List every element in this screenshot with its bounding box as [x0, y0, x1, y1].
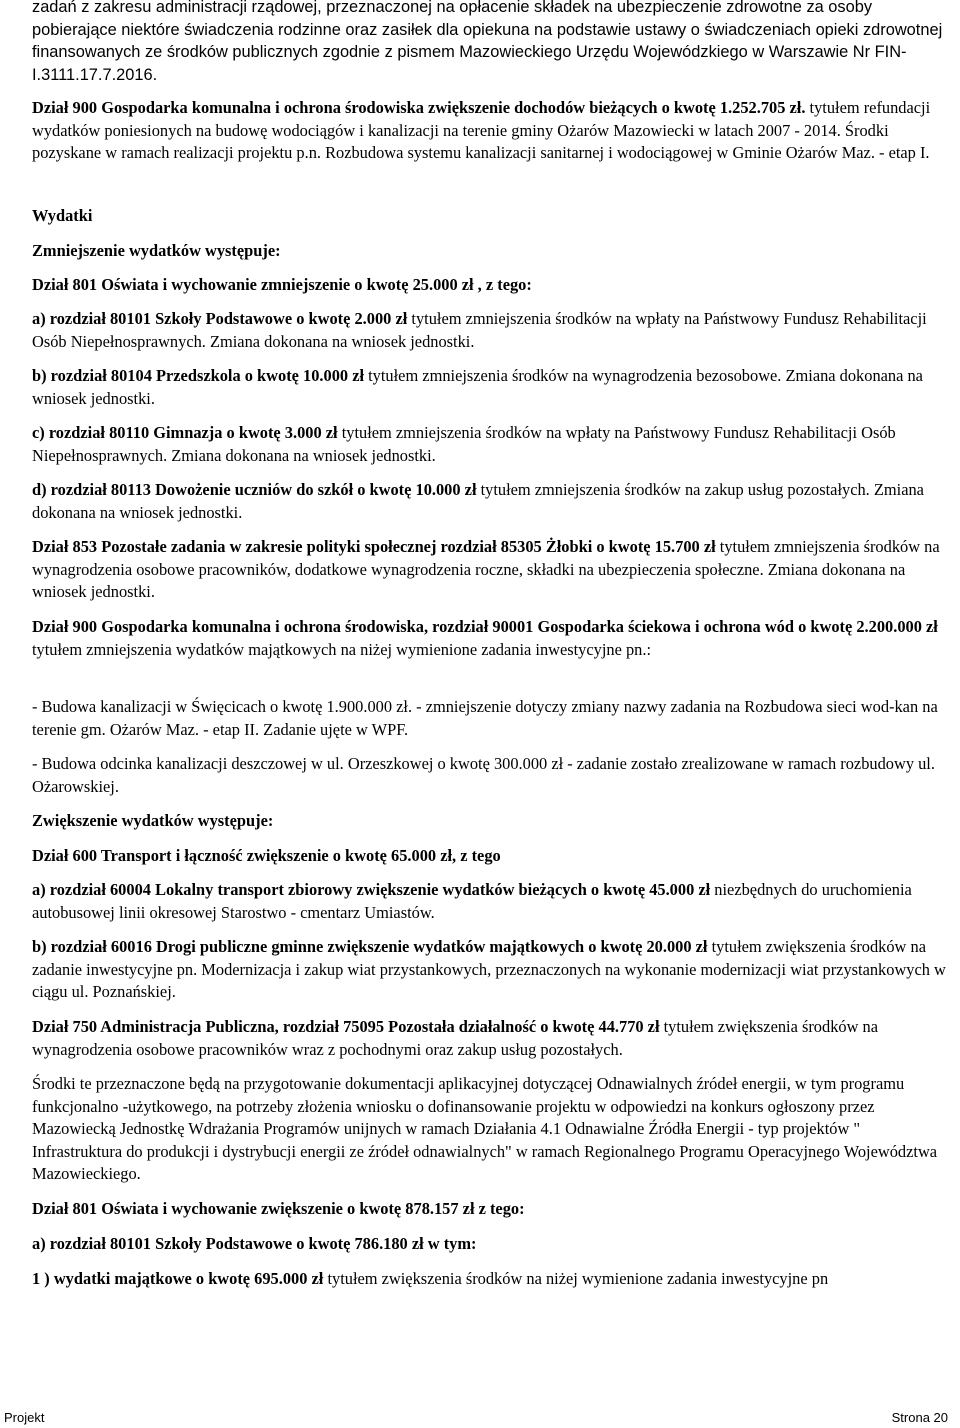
income-900-paragraph	[32, 97, 954, 165]
item-swiecice: - Budowa kanalizacji w Święcicach o kwotę 1.900.000 zł. - zmniejszenie dotyczy zmiany nazwy zadania na Rozbudowa sieci wod-kan na terenie gm. Ożarów Maz. - etap II. Zadanie ujęte w WPF.	[32, 697, 938, 739]
page-footer	[0, 1409, 960, 1427]
income-900-heading: Dział 900 Gospodarka komunalna i ochrona środowiska zwiększenie dochodów bieżących o kwotę 1.252.705 zł.	[32, 98, 806, 117]
chapter-80110-paragraph	[32, 422, 954, 467]
section-750-paragraph	[32, 1016, 954, 1061]
chapter-60016-heading: b) rozdział 60016 Drogi publiczne gminne zwiększenie wydatków majątkowych o kwotę 20.000 zł	[32, 937, 708, 956]
chapter-80110-text: tytułem zmniejszenia środków na wpłaty na Państwowy Fundusz Rehabilitacji Osób Niepełnosprawnych. Zmiana dokonana na wniosek jednostki.	[32, 423, 896, 465]
decrease-heading: Zmniejszenie wydatków występuje:	[32, 241, 281, 260]
section-750-text: tytułem zwiększenia środków na wynagrodzenia osobowe pracowników wraz z pochodnymi oraz zakup usług pozostałych.	[32, 1017, 878, 1059]
income-900-text: tytułem refundacji wydatków poniesionych na budowę wodociągów i kanalizacji na terenie gminy Ożarów Mazowiecki w latach 2007 - 2014. Środki pozyskane w ramach realizacji projektu p.n. Rozbudowa systemu kanalizacji sanitarnej i wodociągowej w Gminie Ożarów Maz. - etap I.	[32, 98, 931, 162]
section-900-expense-paragraph	[32, 616, 954, 661]
chapter-80101-text: tytułem zmniejszenia środków na wpłaty na Państwowy Fundusz Rehabilitacji Osób Niepełnosprawnych. Zmiana dokonana na wniosek jednostki.	[32, 309, 927, 351]
section-900-expense-heading: Dział 900 Gospodarka komunalna i ochrona środowiska, rozdział 90001 Gospodarka ściekowa i ochrona wód o kwotę 2.200.000 zł	[32, 617, 938, 636]
chapter-80113-heading: d) rozdział 80113 Dowożenie uczniów do szkół o kwotę 10.000 zł	[32, 480, 477, 499]
section-801-decrease: Dział 801 Oświata i wychowanie zmniejszenie o kwotę 25.000 zł , z tego:	[32, 275, 532, 294]
increase-heading: Zwiększenie wydatków występuje:	[32, 811, 274, 830]
section-853-paragraph	[32, 536, 954, 604]
chapter-80101-heading: a) rozdział 80101 Szkoły Podstawowe o kwotę 2.000 zł	[32, 309, 408, 328]
chapter-80104-paragraph	[32, 365, 954, 410]
srodki-paragraph: Środki te przeznaczone będą na przygotowanie dokumentacji aplikacyjnej dotyczącej Odnawialnych źródeł energii, w tym programu funkcjonalno -użytkowego, na potrzeby złożenia wniosku o dofinansowanie projektu w odpowiedzi na konkurs ogłoszony przez Mazowiecką Jednostkę Wdrażania Programów unijnych w ramach Działania 4.1 Odnawialne Źródła Energii - typ projektów " Infrastruktura do produkcji i dystrybucji energii ze źródeł odnawialnych" w ramach Regionalnego Programu Operacyjnego Województwa Mazowieckiego.	[32, 1074, 938, 1183]
chapter-60004-paragraph	[32, 879, 954, 924]
capital-expenditure-paragraph	[32, 1268, 954, 1291]
capital-expenditure-heading: 1 ) wydatki majątkowe o kwotę 695.000 zł	[32, 1269, 324, 1288]
chapter-60004-text: niezbędnych do uruchomienia autobusowej linii okresowej Starostwo - cmentarz Umiastów.	[32, 880, 912, 922]
capital-expenditure-text: tytułem zwiększenia środków na niżej wymienione zadania inwestycyjne pn	[323, 1269, 829, 1288]
section-600-heading: Dział 600 Transport i łączność zwiększenie o kwotę 65.000 zł, z tego	[32, 846, 501, 865]
footer-project-label: Projekt	[4, 1410, 45, 1425]
section-853-heading: Dział 853 Pozostałe zadania w zakresie polityki społecznej rozdział 85305 Żłobki o kwotę 15.700 zł	[32, 537, 716, 556]
chapter-80113-paragraph	[32, 479, 954, 524]
chapter-80113-text: tytułem zmniejszenia środków na zakup usług pozostałych. Zmiana dokonana na wniosek jednostki.	[32, 480, 924, 522]
chapter-80101-paragraph	[32, 308, 954, 353]
chapter-60004-heading: a) rozdział 60004 Lokalny transport zbiorowy zwiększenie wydatków bieżących o kwotę 45.000 zł	[32, 880, 711, 899]
footer-page-number: Strona 20	[891, 1410, 948, 1425]
chapter-60016-paragraph	[32, 936, 954, 1004]
wydatki-heading: Wydatki	[32, 206, 93, 225]
chapter-80104-heading: b) rozdział 80104 Przedszkola o kwotę 10.000 zł	[32, 366, 365, 385]
item-orzeszkowej: - Budowa odcinka kanalizacji deszczowej w ul. Orzeszkowej o kwotę 300.000 zł - zadanie zostało zrealizowane w ramach rozbudowy ul. Ożarowskiej.	[32, 754, 935, 796]
chapter-80104-text: tytułem zmniejszenia środków na wynagrodzenia bezosobowe. Zmiana dokonana na wniosek jednostki.	[32, 366, 923, 408]
intro-paragraph: zadań z zakresu administracji rządowej, przeznaczonej na opłacenie składek na ubezpieczenie zdrowotne za osoby pobierające niektóre świadczenia rodzinne oraz zasiłek dla opiekuna na podstawie ustawy o świadczeniach opieki zdrowotnej finansowanych ze środków publicznych zgodnie z pismem Mazowieckiego Urzędu Wojewódzkiego w Warszawie Nr FIN-I.3111.17.7.2016.	[32, 0, 943, 84]
section-900-expense-text: tytułem zmniejszenia wydatków majątkowych na niżej wymienione zadania inwestycyjne pn.:	[32, 639, 652, 659]
section-750-heading: Dział 750 Administracja Publiczna, rozdział 75095 Pozostała działalność o kwotę 44.770 zł	[32, 1017, 660, 1036]
chapter-80101-increase: a) rozdział 80101 Szkoły Podstawowe o kwotę 786.180 zł w tym:	[32, 1234, 477, 1253]
chapter-80110-heading: c) rozdział 80110 Gimnazja o kwotę 3.000 zł	[32, 423, 338, 442]
section-853-text: tytułem zmniejszenia środków na wynagrodzenia osobowe pracowników, dodatkowe wynagrodzenia roczne, składki na ubezpieczenia społeczne. Zmiana dokonana na wniosek jednostki.	[32, 537, 940, 601]
section-801-increase: Dział 801 Oświata i wychowanie zwiększenie o kwotę 878.157 zł z tego:	[32, 1199, 525, 1218]
chapter-60016-text: tytułem zwiększenia środków na zadanie inwestycyjne pn. Modernizacja i zakup wiat przystankowych, przeznaczonych na wykonanie modernizacji wiat przystankowych w ciągu ul. Poznańskiej.	[32, 937, 946, 1001]
